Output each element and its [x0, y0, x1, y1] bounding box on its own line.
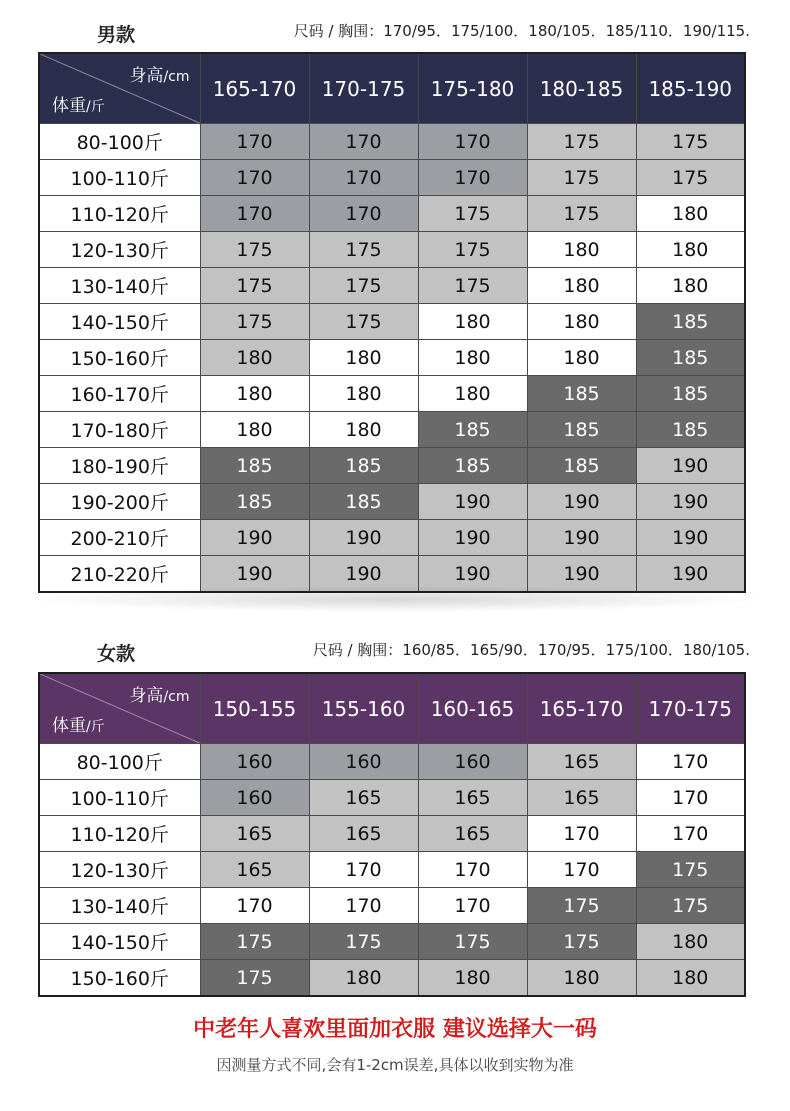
size-cell: 175 [309, 304, 418, 340]
table-row [39, 232, 745, 268]
men-section-title: 男款 [97, 24, 136, 46]
table-row [39, 412, 745, 448]
size-cell: 185 [636, 376, 745, 412]
weight-range-label: 110-120斤 [39, 816, 200, 852]
weight-range-label: 210-220斤 [39, 556, 200, 593]
size-cell: 190 [527, 484, 636, 520]
size-cell: 175 [418, 232, 527, 268]
size-cell: 170 [418, 852, 527, 888]
size-cell: 175 [200, 960, 309, 997]
size-cell: 180 [200, 376, 309, 412]
size-cell: 180 [527, 304, 636, 340]
size-cell: 170 [309, 124, 418, 160]
women-weight-label: 体重/斤 [52, 716, 105, 736]
size-cell: 175 [527, 196, 636, 232]
weight-range-label: 120-130斤 [39, 232, 200, 268]
table-row [39, 484, 745, 520]
size-cell: 185 [418, 448, 527, 484]
size-cell: 180 [200, 340, 309, 376]
size-cell: 170 [527, 852, 636, 888]
size-cell: 185 [636, 412, 745, 448]
table-row [39, 744, 745, 780]
men-table-body [39, 124, 745, 593]
weight-range-label: 130-140斤 [39, 888, 200, 924]
size-cell: 175 [418, 924, 527, 960]
size-cell: 190 [636, 520, 745, 556]
men-size-table [38, 52, 746, 593]
table-row [39, 888, 745, 924]
size-cell: 175 [636, 852, 745, 888]
size-cell: 180 [309, 412, 418, 448]
size-cell: 185 [527, 448, 636, 484]
size-cell: 190 [200, 556, 309, 593]
table-row [39, 924, 745, 960]
size-cell: 160 [200, 780, 309, 816]
size-cell: 175 [418, 268, 527, 304]
women-header-row [39, 673, 745, 744]
weight-range-label: 100-110斤 [39, 780, 200, 816]
size-cell: 170 [527, 816, 636, 852]
weight-range-label: 150-160斤 [39, 340, 200, 376]
men-height-column-header: 170-175 [309, 53, 418, 124]
weight-range-label: 190-200斤 [39, 484, 200, 520]
size-cell: 175 [636, 888, 745, 924]
size-cell: 175 [309, 924, 418, 960]
weight-range-label: 80-100斤 [39, 744, 200, 780]
size-cell: 160 [418, 744, 527, 780]
size-cell: 170 [309, 196, 418, 232]
size-cell: 180 [527, 340, 636, 376]
size-cell: 190 [418, 520, 527, 556]
size-cell: 175 [418, 196, 527, 232]
size-cell: 190 [418, 484, 527, 520]
table-row [39, 196, 745, 232]
size-cell: 165 [200, 852, 309, 888]
size-cell: 165 [418, 816, 527, 852]
size-cell: 180 [418, 304, 527, 340]
table-row [39, 816, 745, 852]
women-corner-cell [39, 673, 200, 744]
size-cell: 180 [309, 376, 418, 412]
size-cell: 175 [200, 232, 309, 268]
size-cell: 180 [309, 960, 418, 997]
size-cell: 190 [309, 520, 418, 556]
size-cell: 175 [200, 304, 309, 340]
size-cell: 170 [200, 888, 309, 924]
size-cell: 170 [636, 744, 745, 780]
size-cell: 175 [636, 124, 745, 160]
size-cell: 175 [527, 924, 636, 960]
size-cell: 185 [200, 484, 309, 520]
size-cell: 170 [200, 124, 309, 160]
men-corner-cell [39, 53, 200, 124]
size-cell: 190 [200, 520, 309, 556]
men-size-note: 尺码 / 胸围：170/95．175/100．180/105．185/110．190/115. [293, 22, 750, 40]
size-cell: 190 [636, 484, 745, 520]
size-cell: 180 [636, 232, 745, 268]
weight-range-label: 140-150斤 [39, 304, 200, 340]
size-cell: 185 [636, 340, 745, 376]
table-row [39, 448, 745, 484]
size-cell: 175 [200, 268, 309, 304]
weight-range-label: 170-180斤 [39, 412, 200, 448]
size-cell: 175 [636, 160, 745, 196]
size-cell: 180 [636, 924, 745, 960]
men-height-column-header: 185-190 [636, 53, 745, 124]
size-cell: 180 [636, 960, 745, 997]
women-height-column-header: 155-160 [309, 673, 418, 744]
size-cell: 170 [418, 124, 527, 160]
size-cell: 180 [418, 960, 527, 997]
size-cell: 170 [200, 196, 309, 232]
size-cell: 165 [309, 780, 418, 816]
women-height-label: 身高/cm [129, 686, 190, 706]
size-cell: 180 [418, 340, 527, 376]
table-row [39, 160, 745, 196]
women-height-column-header: 150-155 [200, 673, 309, 744]
women-height-column-header: 165-170 [527, 673, 636, 744]
size-cell: 190 [309, 556, 418, 593]
table-row [39, 304, 745, 340]
size-cell: 160 [309, 744, 418, 780]
section-divider-shadow [30, 586, 760, 612]
men-height-column-header: 175-180 [418, 53, 527, 124]
size-cell: 190 [527, 520, 636, 556]
women-size-note: 尺码 / 胸围：160/85．165/90．170/95．175/100．180/105. [312, 641, 750, 659]
men-weight-label: 体重/斤 [52, 96, 105, 116]
size-cell: 165 [527, 780, 636, 816]
size-cell: 190 [527, 556, 636, 593]
weight-range-label: 80-100斤 [39, 124, 200, 160]
footer-recommendation: 中老年人喜欢里面加衣服 建议选择大一码 [193, 1017, 597, 1042]
men-height-column-header: 165-170 [200, 53, 309, 124]
men-height-column-header: 180-185 [527, 53, 636, 124]
size-cell: 180 [636, 268, 745, 304]
size-cell: 165 [418, 780, 527, 816]
size-cell: 185 [309, 484, 418, 520]
size-cell: 175 [309, 268, 418, 304]
table-row [39, 124, 745, 160]
table-row [39, 268, 745, 304]
table-row [39, 376, 745, 412]
men-header-row [39, 53, 745, 124]
size-cell: 175 [527, 124, 636, 160]
table-row [39, 960, 745, 997]
size-cell: 175 [527, 888, 636, 924]
size-cell: 185 [200, 448, 309, 484]
size-cell: 170 [418, 888, 527, 924]
size-cell: 165 [309, 816, 418, 852]
size-cell: 185 [309, 448, 418, 484]
size-cell: 175 [309, 232, 418, 268]
size-cell: 175 [200, 924, 309, 960]
size-cell: 170 [309, 888, 418, 924]
women-section-title: 女款 [97, 643, 136, 665]
size-cell: 190 [636, 448, 745, 484]
size-cell: 170 [636, 816, 745, 852]
size-cell: 180 [636, 196, 745, 232]
size-cell: 180 [200, 412, 309, 448]
size-cell: 165 [527, 744, 636, 780]
women-table-body [39, 744, 745, 997]
weight-range-label: 180-190斤 [39, 448, 200, 484]
size-cell: 170 [636, 780, 745, 816]
weight-range-label: 160-170斤 [39, 376, 200, 412]
weight-range-label: 200-210斤 [39, 520, 200, 556]
size-cell: 180 [527, 268, 636, 304]
size-cell: 170 [418, 160, 527, 196]
table-row [39, 340, 745, 376]
size-cell: 190 [418, 556, 527, 593]
size-cell: 185 [636, 304, 745, 340]
size-cell: 185 [527, 412, 636, 448]
weight-range-label: 130-140斤 [39, 268, 200, 304]
size-cell: 175 [527, 160, 636, 196]
men-height-label: 身高/cm [129, 66, 190, 86]
table-row [39, 780, 745, 816]
women-size-table [38, 672, 746, 997]
table-row [39, 852, 745, 888]
women-height-column-header: 160-165 [418, 673, 527, 744]
size-cell: 180 [527, 960, 636, 997]
size-cell: 170 [309, 160, 418, 196]
size-cell: 170 [200, 160, 309, 196]
size-cell: 180 [527, 232, 636, 268]
women-section-header [0, 637, 790, 667]
men-section-header [0, 18, 790, 48]
weight-range-label: 110-120斤 [39, 196, 200, 232]
size-cell: 165 [200, 816, 309, 852]
table-row [39, 520, 745, 556]
size-cell: 190 [636, 556, 745, 593]
weight-range-label: 140-150斤 [39, 924, 200, 960]
size-cell: 185 [418, 412, 527, 448]
footer-disclaimer: 因测量方式不同,会有1-2cm误差,具体以收到实物为准 [216, 1056, 574, 1074]
weight-range-label: 120-130斤 [39, 852, 200, 888]
women-height-column-header: 170-175 [636, 673, 745, 744]
size-cell: 180 [418, 376, 527, 412]
size-cell: 170 [309, 852, 418, 888]
size-cell: 160 [200, 744, 309, 780]
weight-range-label: 150-160斤 [39, 960, 200, 997]
size-cell: 185 [527, 376, 636, 412]
size-cell: 180 [309, 340, 418, 376]
weight-range-label: 100-110斤 [39, 160, 200, 196]
